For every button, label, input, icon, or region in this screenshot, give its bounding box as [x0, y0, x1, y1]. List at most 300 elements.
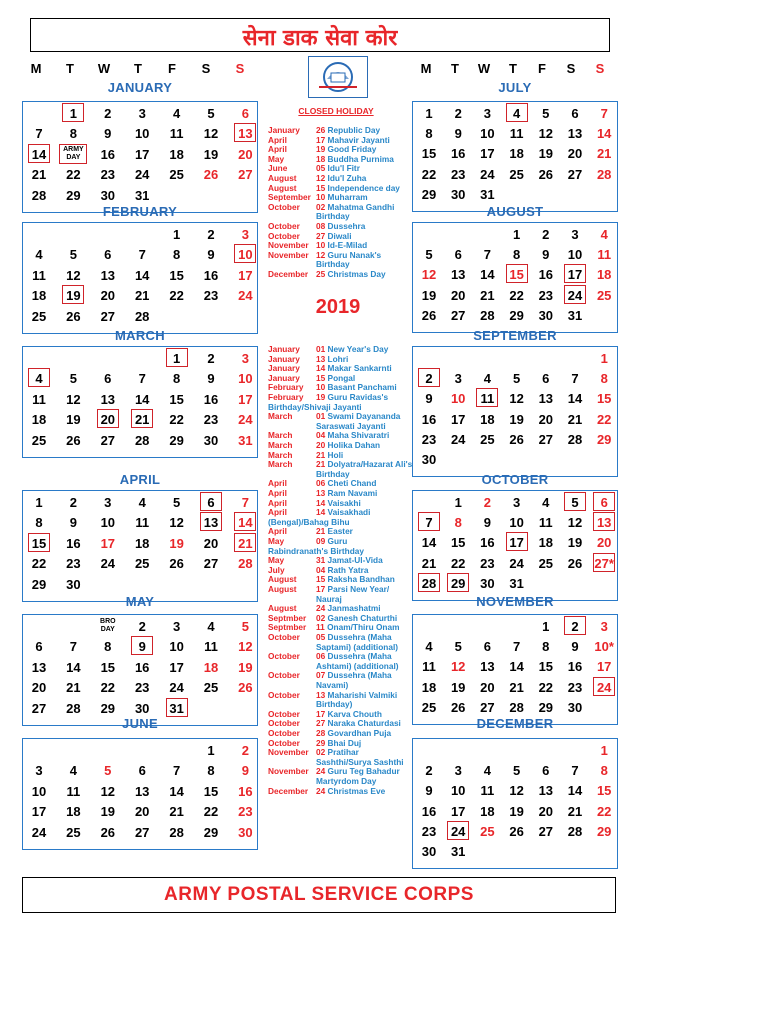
special-day-label: ARMY DAY — [63, 145, 84, 161]
day-cell: 18 — [480, 411, 495, 427]
day-highlight-box — [418, 368, 440, 387]
day-cell: 14 — [509, 659, 524, 675]
day-cell: 19 — [509, 411, 524, 427]
day-cell: 21 — [134, 412, 150, 428]
day-cell: 9 — [138, 639, 146, 655]
month-title-may: MAY — [125, 594, 155, 609]
day-cell: 29 — [596, 431, 612, 447]
holiday-month: Septmber — [268, 622, 307, 633]
day-cell: 28 — [480, 307, 495, 323]
holiday-month: October — [268, 230, 300, 241]
day-cell: 15 — [509, 267, 524, 283]
day-cell: 14 — [567, 783, 583, 799]
day-cell: 7 — [571, 763, 579, 779]
holiday-text: Dussehra (Maha Navami) — [316, 670, 392, 690]
month-title-december: DECEMBER — [476, 716, 554, 731]
day-cell: 21 — [596, 146, 612, 162]
holiday-date: 13 — [316, 488, 326, 498]
day-highlight-box — [593, 512, 615, 531]
holiday-text: Janmashatmi — [325, 603, 381, 614]
day-highlight-box — [447, 821, 469, 840]
holiday-text: Independence day — [325, 182, 400, 193]
day-cell: 22 — [100, 680, 116, 696]
day-cell: 18 — [480, 803, 495, 819]
holiday-text: Rabindranath's Birthday — [268, 545, 365, 556]
weekday-label: T — [509, 61, 517, 76]
day-cell: 29 — [538, 699, 554, 715]
holiday-text: Cheti Chand — [325, 478, 377, 489]
day-cell: 12 — [421, 267, 437, 283]
day-cell: 20 — [100, 288, 116, 304]
day-cell: 9 — [207, 371, 215, 387]
holiday-month: June — [268, 163, 288, 174]
day-cell: 9 — [571, 639, 579, 655]
day-cell: 11 — [597, 247, 612, 263]
day-highlight-box — [234, 244, 256, 263]
holiday-month: January — [268, 363, 300, 374]
day-cell: 26 — [203, 167, 219, 183]
holiday-date: 20 — [316, 440, 326, 450]
day-cell: 22 — [596, 411, 612, 427]
day-highlight-box — [418, 573, 440, 592]
day-cell: 27 — [538, 823, 554, 839]
day-cell: 12 — [509, 391, 524, 407]
day-cell: 23 — [567, 679, 583, 695]
day-cell: 21 — [480, 287, 495, 303]
day-cell: 30 — [134, 700, 150, 716]
holiday-text: New Year's Day — [325, 344, 389, 354]
month-title-july: JULY — [498, 80, 532, 95]
day-cell: 6 — [104, 247, 112, 263]
day-cell: 7 — [172, 763, 181, 779]
day-cell: 19 — [66, 412, 81, 428]
holiday-date: 13 — [316, 353, 326, 364]
day-cell: 9 — [207, 247, 215, 263]
holiday-date: 27 — [316, 230, 326, 241]
day-cell: 28 — [509, 699, 524, 715]
holiday-date: 05 — [316, 163, 326, 174]
holiday-date: 06 — [316, 651, 326, 662]
day-cell: 25 — [169, 167, 184, 183]
day-cell: 4 — [512, 106, 521, 121]
holiday-text: Makar Sankarnti — [325, 363, 392, 374]
day-cell: 24 — [31, 824, 47, 840]
holiday-text: Govardhan Puja — [325, 728, 392, 738]
day-cell: 5 — [241, 619, 249, 634]
day-cell: 6 — [542, 763, 550, 779]
day-cell: 4 — [483, 371, 491, 387]
day-cell: 29 — [450, 575, 466, 591]
weekday-label: S — [566, 61, 576, 76]
day-cell: 20 — [480, 679, 495, 695]
holiday-name — [316, 203, 414, 222]
holiday-date: 21 — [316, 526, 326, 537]
holiday-month: August — [268, 574, 297, 585]
day-cell: 6 — [207, 495, 215, 510]
holiday-date: 27 — [316, 718, 326, 729]
day-cell: 28 — [567, 823, 583, 839]
holiday-date: 21 — [316, 449, 326, 460]
holiday-text: Guru Ravidas's — [325, 392, 389, 402]
day-cell: 1 — [512, 227, 521, 242]
holiday-text: Mahavir Jayanti — [325, 134, 390, 145]
holiday-name — [316, 787, 414, 797]
day-cell: 24 — [450, 431, 466, 447]
day-cell: 14 — [238, 515, 253, 531]
day-cell: 7 — [571, 371, 579, 387]
day-cell: 20 — [100, 412, 116, 428]
day-cell: 15 — [203, 783, 219, 799]
holiday-text: Onam/Thiru Onam — [324, 622, 400, 633]
day-cell: 8 — [512, 247, 521, 263]
day-cell: 13 — [538, 391, 554, 407]
day-cell: 18 — [169, 146, 184, 162]
day-cell: 2 — [138, 619, 146, 634]
holiday-date: 25 — [316, 269, 326, 279]
day-cell: 12 — [567, 515, 583, 531]
holiday-date: 24 — [316, 766, 326, 777]
day-cell: 26 — [66, 308, 81, 324]
holiday-text: Basant Panchami — [325, 382, 397, 393]
holiday-text: Dolyatra/Hazarat Ali's Birthday — [316, 459, 413, 479]
month-title-april: APRIL — [119, 472, 161, 487]
day-cell: 24 — [238, 412, 253, 428]
day-cell: 11 — [422, 659, 436, 675]
day-cell: 26 — [538, 166, 554, 182]
day-cell: 13 — [450, 267, 466, 283]
holiday-date: 13 — [316, 689, 326, 700]
holiday-text: Christmas Eve — [325, 785, 386, 796]
day-highlight-box — [506, 264, 528, 283]
day-cell: 27 — [31, 700, 47, 716]
day-cell: 8 — [425, 126, 433, 142]
weekday-label: F — [168, 61, 176, 76]
day-cell: 4 — [600, 227, 608, 242]
day-cell: 17 — [480, 146, 495, 162]
day-cell: 5 — [425, 247, 433, 263]
day-cell: 17 — [450, 411, 466, 427]
day-cell: 2 — [542, 227, 550, 242]
day-cell: 19 — [567, 535, 583, 551]
day-cell: 16 — [203, 267, 219, 283]
holiday-text: Swami Dayananda Saraswati Jayanti — [316, 411, 401, 431]
day-cell: 8 — [600, 763, 608, 779]
day-cell: 12 — [169, 515, 184, 531]
day-cell: 9 — [241, 763, 249, 779]
day-cell: 15 — [31, 535, 47, 551]
day-cell: 14 — [480, 267, 495, 283]
day-cell: 10 — [238, 371, 253, 387]
day-cell: 29 — [169, 432, 184, 448]
day-cell: 31 — [480, 186, 495, 202]
holiday-month: April — [268, 507, 287, 518]
day-cell: 15 — [596, 391, 612, 407]
month-title-january: JANUARY — [107, 80, 173, 95]
day-cell: 20 — [596, 535, 612, 551]
day-cell: 27 — [567, 166, 583, 182]
day-cell: 19 — [203, 146, 219, 162]
day-highlight-box — [564, 285, 586, 304]
day-cell: 14 — [134, 267, 150, 283]
day-cell: 20 — [450, 287, 466, 303]
day-cell: 5 — [104, 763, 112, 779]
holiday-text: Mahatma Gandhi Birthday — [316, 201, 395, 222]
day-cell: 14 — [596, 126, 612, 142]
holiday-month: October — [268, 689, 300, 700]
day-cell: 8 — [542, 639, 550, 655]
day-highlight-box — [166, 698, 188, 717]
holiday-name — [316, 251, 414, 270]
day-cell: 10 — [450, 783, 466, 799]
day-cell: 10 — [169, 639, 184, 655]
holiday-month: September — [268, 192, 311, 203]
day-cell: 6 — [600, 495, 608, 510]
day-cell: 28 — [31, 187, 47, 203]
holiday-date: 15 — [316, 182, 326, 193]
day-cell: 30 — [567, 699, 583, 715]
day-cell: 30 — [450, 186, 466, 202]
day-cell: 2 — [454, 106, 462, 121]
day-cell: 29 — [509, 307, 524, 323]
day-cell: 11 — [480, 391, 495, 407]
holiday-month: October — [268, 670, 300, 681]
weekday-label: T — [134, 61, 142, 76]
day-cell: 21 — [31, 167, 47, 183]
day-cell: 19 — [421, 287, 437, 303]
day-cell: 13 — [567, 126, 583, 142]
day-cell: 4 — [35, 247, 43, 263]
day-cell: 17 — [238, 267, 253, 283]
day-highlight-box — [200, 512, 222, 531]
holiday-date: 10 — [316, 192, 326, 203]
holiday-month: May — [268, 555, 285, 566]
day-cell: 13 — [238, 126, 253, 142]
day-cell: 4 — [483, 763, 491, 779]
day-cell: 25 — [421, 699, 437, 715]
day-cell: 14 — [567, 391, 583, 407]
holiday-month: April — [268, 488, 287, 498]
weekday-label: F — [538, 61, 546, 76]
day-cell: 25 — [31, 432, 47, 448]
day-cell: 3 — [454, 371, 462, 387]
holiday-text: Vaisakhadi — [325, 507, 371, 518]
day-cell: 26 — [169, 556, 184, 572]
holiday-date: 12 — [316, 249, 326, 260]
holiday-name — [316, 691, 414, 710]
day-cell: 23 — [450, 166, 466, 182]
day-cell: 27 — [538, 431, 554, 447]
day-cell: 26 — [509, 431, 524, 447]
day-highlight-box — [564, 264, 586, 283]
weekday-label: W — [97, 61, 111, 76]
holiday-name — [316, 585, 414, 604]
day-cell: 7 — [512, 639, 521, 655]
day-highlight-box — [447, 573, 469, 592]
holiday-date: 14 — [316, 507, 326, 518]
day-cell: 16 — [100, 146, 116, 162]
day-cell: 3 — [35, 763, 43, 779]
holiday-month: December — [268, 269, 309, 279]
holiday-text: (Bengal)/Bahag Bihu — [268, 516, 350, 527]
day-cell: 1 — [69, 106, 77, 121]
day-cell: 26 — [100, 824, 116, 840]
day-cell: 11 — [32, 391, 46, 407]
day-cell: 27 — [100, 432, 116, 448]
day-cell: 4 — [542, 495, 550, 510]
day-highlight-box — [28, 533, 50, 552]
day-cell: 22 — [509, 287, 524, 303]
holiday-date: 01 — [316, 411, 326, 422]
day-cell: 22 — [421, 166, 437, 182]
day-cell: 12 — [509, 783, 524, 799]
holiday-text: Lohri — [325, 353, 349, 364]
holiday-month: November — [268, 249, 309, 260]
holiday-month: October — [268, 718, 300, 729]
day-cell: 23 — [66, 556, 81, 572]
day-cell: 29 — [421, 186, 437, 202]
holiday-date: 08 — [316, 221, 326, 231]
holiday-date: 24 — [316, 603, 326, 614]
weekday-label: S — [235, 61, 245, 76]
day-cell: 22 — [66, 167, 81, 183]
holiday-month: November — [268, 747, 309, 758]
day-cell: 1 — [172, 351, 181, 366]
day-cell: 22 — [203, 804, 219, 820]
holiday-month: December — [268, 785, 309, 796]
holiday-date: 17 — [316, 134, 326, 145]
day-cell: 4 — [172, 106, 181, 121]
holiday-text: Dussehra (Maha Saptami) (additional) — [316, 632, 399, 652]
holiday-month: March — [268, 449, 293, 460]
day-cell: 10 — [567, 247, 583, 263]
day-cell: 19 — [238, 659, 253, 675]
holiday-date: 02 — [316, 747, 326, 758]
day-cell: 30 — [421, 452, 437, 467]
holiday-name — [316, 460, 414, 479]
day-cell: 2 — [425, 371, 433, 387]
day-cell: 13 — [100, 391, 116, 407]
holiday-month: February — [268, 382, 304, 393]
holiday-text: Guru — [325, 536, 348, 546]
day-cell: 16 — [538, 267, 554, 283]
holiday-month: April — [268, 526, 287, 537]
day-cell: 6 — [454, 247, 462, 263]
day-cell: 18 — [31, 288, 47, 304]
holiday-text: Bhai Duj — [325, 737, 362, 748]
day-cell: 20 — [134, 804, 150, 820]
day-cell: 31 — [450, 844, 466, 859]
holiday-date: 14 — [316, 497, 326, 508]
day-cell: 22 — [596, 803, 612, 819]
day-cell: 8 — [104, 639, 112, 655]
day-cell: 7 — [138, 247, 146, 263]
day-highlight-box — [59, 144, 87, 164]
day-cell: 16 — [567, 659, 583, 675]
day-cell: 9 — [104, 126, 112, 142]
holiday-text: Good Friday — [325, 144, 377, 155]
day-cell: 6 — [35, 639, 43, 655]
holiday-date: 06 — [316, 478, 326, 489]
day-cell: 14 — [169, 783, 184, 799]
day-cell: 31 — [238, 432, 253, 448]
day-cell: 20 — [238, 146, 253, 162]
footer-title: ARMY POSTAL SERVICE CORPS — [164, 884, 474, 905]
day-cell: 17 — [596, 659, 612, 675]
weekday-label: M — [30, 61, 42, 76]
day-cell: 23 — [238, 804, 253, 820]
day-cell: 11 — [538, 515, 553, 531]
holiday-month: July — [268, 564, 285, 575]
day-cell: 21 — [169, 804, 184, 820]
day-cell: 1 — [35, 495, 43, 510]
day-cell: 22 — [450, 555, 466, 571]
day-cell: 19 — [509, 803, 524, 819]
holiday-text: Ganesh Chaturthi — [325, 612, 398, 623]
day-cell: 4 — [207, 619, 215, 634]
day-cell: 30 — [203, 432, 219, 448]
day-cell: 30 — [66, 576, 81, 592]
day-highlight-box — [28, 368, 50, 387]
year-label: 2019 — [315, 296, 361, 318]
holiday-month: March — [268, 411, 293, 422]
month-title-october: OCTOBER — [481, 472, 549, 487]
holiday-date: 07 — [316, 670, 326, 681]
day-cell: 22 — [538, 679, 554, 695]
day-cell: 3 — [241, 351, 249, 366]
holiday-date: 15 — [316, 372, 326, 383]
day-cell: 29 — [596, 823, 612, 839]
holiday-month: October — [268, 651, 300, 662]
day-cell: 28 — [238, 556, 253, 572]
holiday-text: Pratihar Sashthi/Surya Sashthi — [316, 747, 404, 767]
holiday-date: 14 — [316, 363, 326, 374]
day-cell: 1 — [172, 227, 181, 242]
day-cell: 31 — [567, 307, 583, 323]
day-cell: 10 — [238, 247, 253, 263]
day-highlight-box — [62, 103, 84, 122]
day-cell: 17 — [134, 146, 150, 162]
day-cell: 28 — [567, 431, 583, 447]
day-cell: 22 — [169, 412, 184, 428]
holiday-text: Raksha Bandhan — [325, 574, 395, 585]
day-cell: 29 — [66, 187, 81, 203]
day-cell: 8 — [69, 126, 77, 142]
holiday-text: Parsi New Year/ Nauraj — [316, 584, 390, 604]
day-highlight-box — [418, 512, 440, 531]
holiday-date: 05 — [316, 632, 326, 642]
day-cell: 19 — [100, 804, 116, 820]
holiday-date: 17 — [316, 708, 326, 719]
day-cell: 3 — [571, 227, 579, 242]
day-cell: 23 — [134, 680, 150, 696]
holiday-text: Dussehra — [325, 221, 366, 231]
holiday-month: August — [268, 182, 297, 193]
day-cell: 8 — [207, 763, 215, 779]
holiday-month: May — [268, 153, 285, 164]
holiday-name — [316, 270, 414, 280]
holiday-month: March — [268, 430, 293, 441]
day-cell: 4 — [35, 371, 43, 387]
day-cell: 1 — [600, 743, 608, 758]
day-cell: 12 — [203, 126, 219, 142]
day-cell: 18 — [203, 659, 219, 675]
day-cell: 22 — [169, 288, 184, 304]
header-banner — [30, 18, 610, 52]
month-title-november: NOVEMBER — [476, 594, 554, 609]
day-cell: 10 — [450, 391, 466, 407]
day-cell: 17 — [238, 391, 253, 407]
day-cell: 20 — [538, 411, 554, 427]
